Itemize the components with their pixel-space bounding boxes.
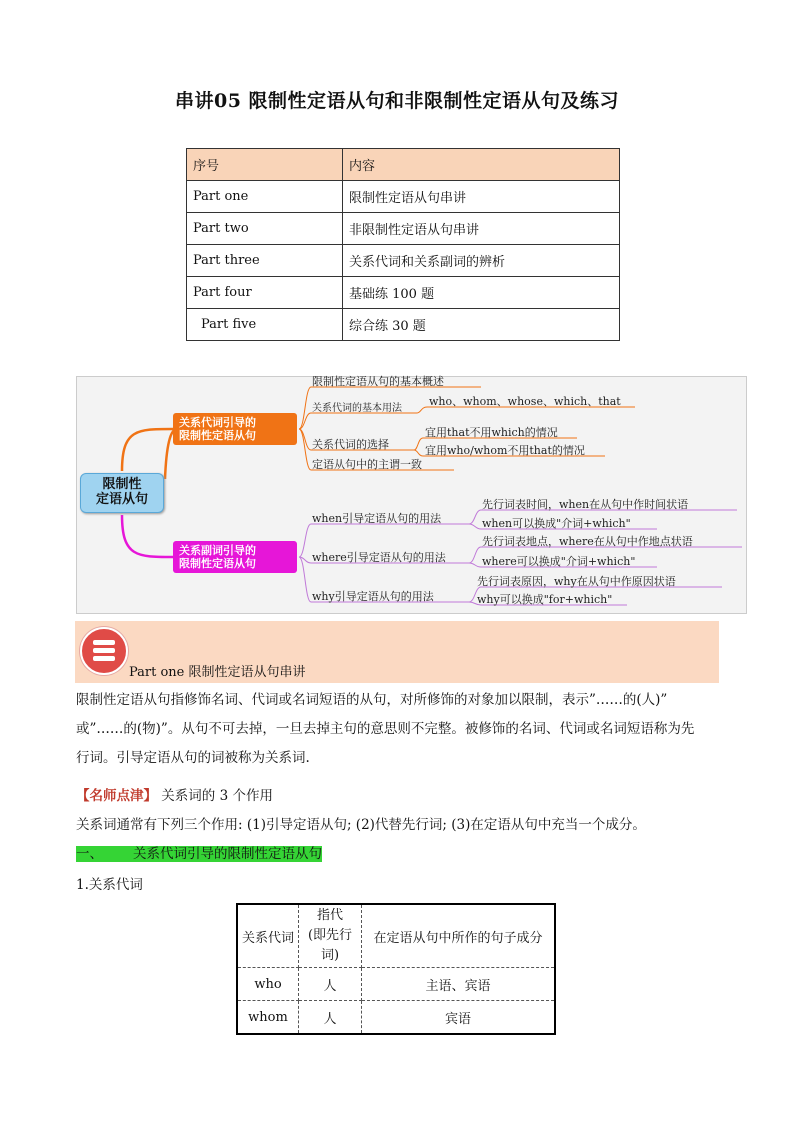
header-cell: 序号 xyxy=(187,149,343,181)
table-row xyxy=(187,245,620,277)
content-cell: 限制性定语从句串讲 xyxy=(343,181,620,213)
header-cell xyxy=(299,904,362,968)
antecedent-cell: 人 xyxy=(299,1001,362,1035)
node-choice: 关系代词的选择 xyxy=(312,438,389,451)
header-cell: 在定语从句中所作的句子成分 xyxy=(362,904,556,968)
section-heading xyxy=(76,840,720,869)
node-why-replace: why可以换成"for+which" xyxy=(477,593,613,606)
paragraph-line: 或”……的(物)”。从句不可去掉，一旦去掉主句的意思则不完整。被修饰的名词、代词或名词短语称为先 xyxy=(76,721,695,737)
table-row xyxy=(187,309,620,341)
books-icon xyxy=(80,627,128,675)
node-where: where引导定语从句的用法 xyxy=(312,551,446,564)
contents-table xyxy=(186,148,620,341)
antecedent-cell: 人 xyxy=(299,968,362,1001)
content-cell: 综合练 30 题 xyxy=(343,309,620,341)
table-header-row xyxy=(237,904,555,968)
part-cell: Part four xyxy=(187,277,343,309)
relative-pronoun-table xyxy=(236,903,556,1035)
tip-label: 【名师点津】 xyxy=(76,788,157,804)
mind-map-root: 限制性 定语从句 xyxy=(80,473,164,513)
section-heading-text: 一、 关系代词引导的限制性定语从句 xyxy=(76,846,323,862)
header-line: 指代 xyxy=(316,908,343,923)
part-cell: Part one xyxy=(187,181,343,213)
paragraph-line: 行词。引导定语从句的词被称为关系词. xyxy=(76,750,310,766)
tip-heading: 关系词的 3 个作用 xyxy=(157,788,273,804)
section-banner xyxy=(75,621,719,683)
header-line: (即先行词) xyxy=(307,928,353,963)
node-why: why引导定语从句的用法 xyxy=(312,590,434,603)
header-cell: 关系代词 xyxy=(237,904,299,968)
node-where-detail: 先行词表地点，where在从句中作地点状语 xyxy=(482,535,693,548)
node-basic-usage: 关系代词的基本用法 xyxy=(312,403,402,414)
part-cell: Part five xyxy=(187,309,343,341)
node-why-detail: 先行词表原因，why在从句中作原因状语 xyxy=(477,575,676,588)
page-title: 串讲05 限制性定语从句和非限制性定语从句及练习 xyxy=(174,90,620,112)
pronoun-cell: who xyxy=(237,968,299,1001)
part-cell: Part two xyxy=(187,213,343,245)
table-row xyxy=(237,1001,555,1035)
part-cell: Part three xyxy=(187,245,343,277)
header-cell: 内容 xyxy=(343,149,620,181)
mind-map xyxy=(76,376,747,614)
content-cell: 非限制性定语从句串讲 xyxy=(343,213,620,245)
node-overview: 限制性定语从句的基本概述 xyxy=(312,375,444,388)
table-header-row xyxy=(187,149,620,181)
table-row xyxy=(187,213,620,245)
paragraph-line: 限制性定语从句指修饰名词、代词或名词短语的从句，对所修饰的对象加以限制，表示”……的(人)” xyxy=(76,692,668,708)
tip-body: 关系词通常有下列三个作用: (1)引导定语从句; (2)代替先行词; (3)在定语从句中充当一个成分。 xyxy=(76,817,646,833)
subsection-heading: 1.关系代词 xyxy=(76,877,143,893)
teacher-tip xyxy=(76,782,720,811)
node-that-not-which: 宜用that不用which的情况 xyxy=(425,426,558,439)
content-cell: 关系代词和关系副词的辨析 xyxy=(343,245,620,277)
function-cell: 宾语 xyxy=(362,1001,556,1035)
node-when: when引导定语从句的用法 xyxy=(312,512,442,525)
table-row xyxy=(237,968,555,1001)
content-cell: 基础练 100 题 xyxy=(343,277,620,309)
branch-relative-adverb: 关系副词引导的 限制性定语从句 xyxy=(173,541,297,573)
banner-title: Part one 限制性定语从句串讲 xyxy=(129,665,306,680)
intro-paragraph xyxy=(76,686,720,773)
node-when-detail: 先行词表时间，when在从句中作时间状语 xyxy=(482,498,689,511)
node-agreement: 定语从句中的主谓一致 xyxy=(312,458,422,471)
table-row xyxy=(187,181,620,213)
node-where-replace: where可以换成"介词+which" xyxy=(482,555,636,568)
node-pronoun-list: who、whom、whose、which、that xyxy=(429,395,621,408)
node-when-replace: when可以换成"介词+which" xyxy=(482,517,631,530)
node-who-not-that: 宜用who/whom不用that的情况 xyxy=(425,444,585,457)
pronoun-cell: whom xyxy=(237,1001,299,1035)
table-row xyxy=(187,277,620,309)
branch-relative-pronoun: 关系代词引导的 限制性定语从句 xyxy=(173,413,297,445)
function-cell: 主语、宾语 xyxy=(362,968,556,1001)
